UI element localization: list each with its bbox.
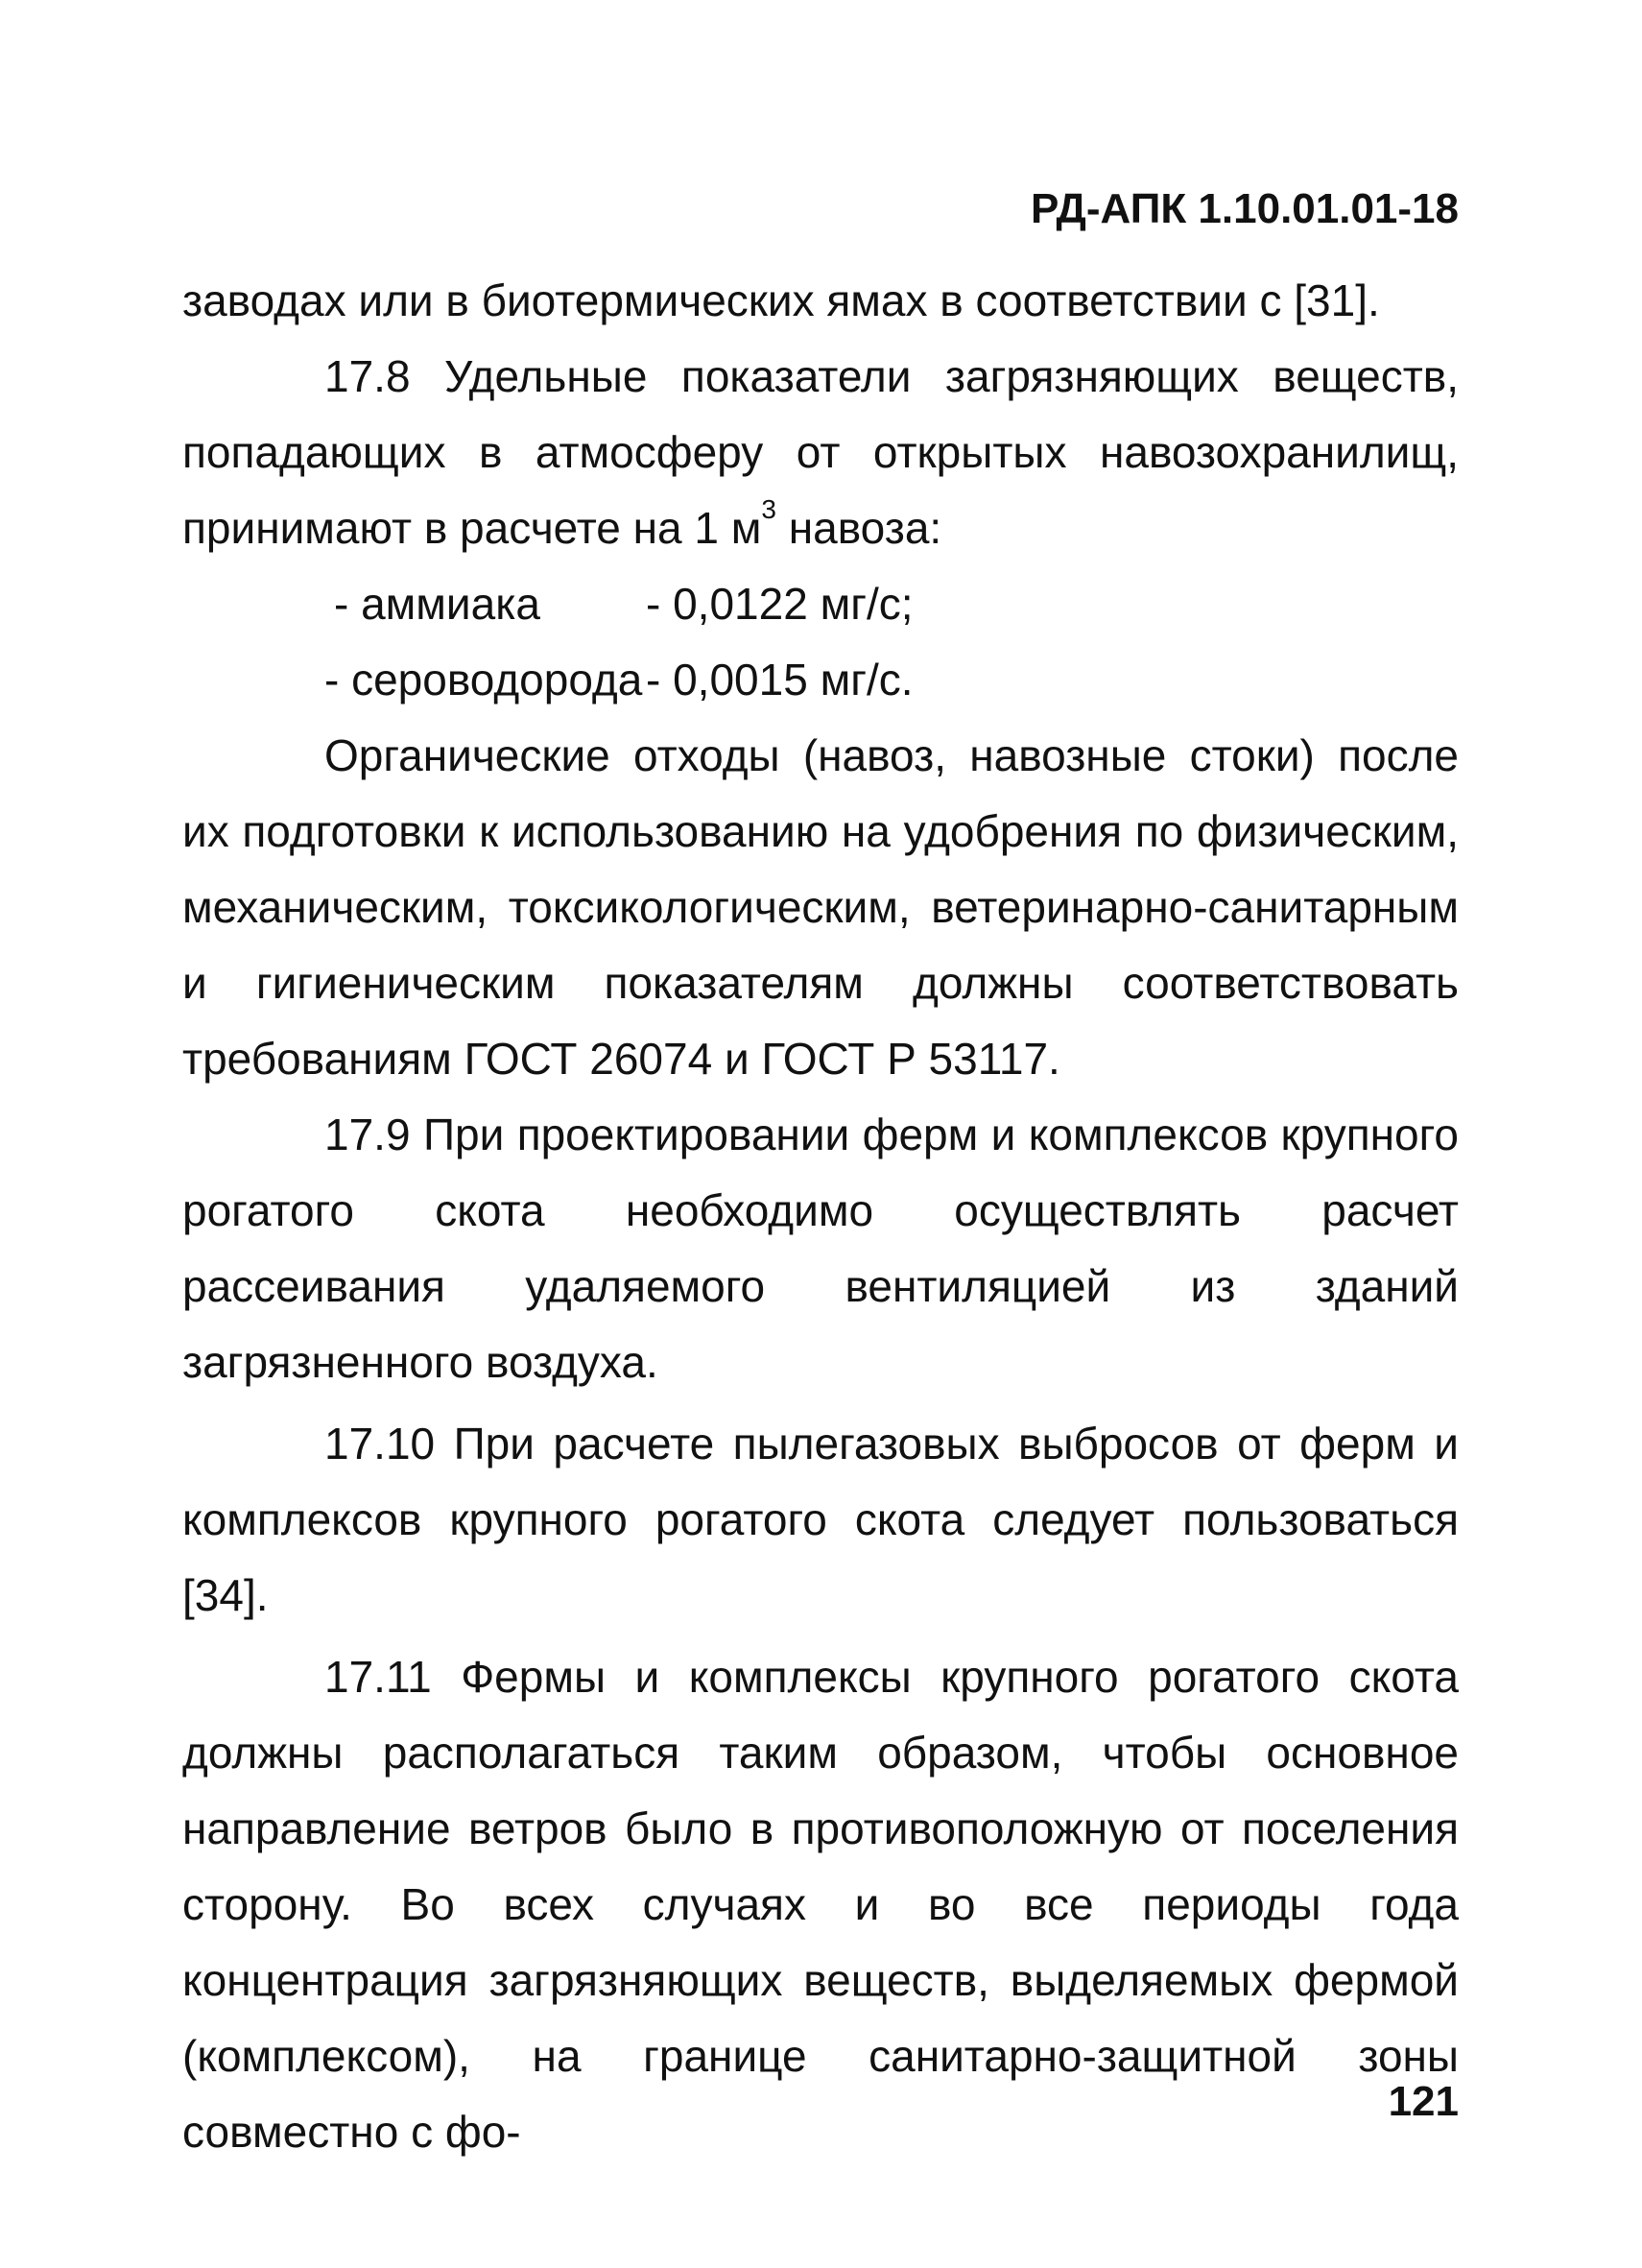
emission-name: - аммиака	[334, 579, 540, 629]
paragraph-continuation: заводах или в биотермических ямах в соответствии с [31].	[182, 275, 1380, 325]
paragraph-organic-waste: Органические отходы (навоз, навозные стоки) после их подготовки к использованию на удобрения по физическим, механическим, токсикологическим, ветеринарно-санитарным и гигиеническим показателям должны соответствовать требованиям ГОСТ 26074 и ГОСТ Р 53117.	[182, 730, 1459, 1084]
paragraph-17-9: 17.9 При проектировании ферм и комплексов крупного рогатого скота необходимо осуществлять расчет рассеивания удаляемого вентиляцией из зданий загрязненного воздуха.	[182, 1110, 1459, 1387]
superscript-cubic: 3	[761, 494, 776, 524]
document-code-header: РД-АПК 1.10.01.01-18	[1030, 185, 1459, 232]
emission-value: - 0,0122 мг/с;	[646, 579, 914, 629]
page-body	[182, 263, 1459, 2170]
paragraph-17-8-text: 17.8 Удельные показатели загрязняющих веществ, попадающих в атмосферу от открытых навозохранилищ, принимают в расчете на 1 м	[182, 351, 1459, 553]
emission-row-ammonia	[182, 566, 1459, 642]
paragraph-17-11: 17.11 Фермы и комплексы крупного рогатого скота должны располагаться таким образом, чтобы основное направление ветров было в противоположную от поселения сторону. Во всех случаях и во все периоды года концентрация загрязняющих веществ, выделяемых фермой (комплексом), на границе санитарно-защитной зоны совместно с фо-	[182, 1652, 1459, 2157]
emission-row-hydrogen-sulfide	[182, 642, 1459, 718]
paragraph-17-10: 17.10 При расчете пылегазовых выбросов от ферм и комплексов крупного рогатого скота следует пользоваться [34].	[182, 1419, 1459, 1620]
emission-name: - сероводорода	[324, 655, 643, 704]
paragraph-17-8-tail: навоза:	[775, 503, 942, 553]
page-number: 121	[1388, 2078, 1459, 2125]
paragraph-17-8	[182, 339, 1459, 566]
emission-value: - 0,0015 мг/с.	[646, 655, 914, 704]
